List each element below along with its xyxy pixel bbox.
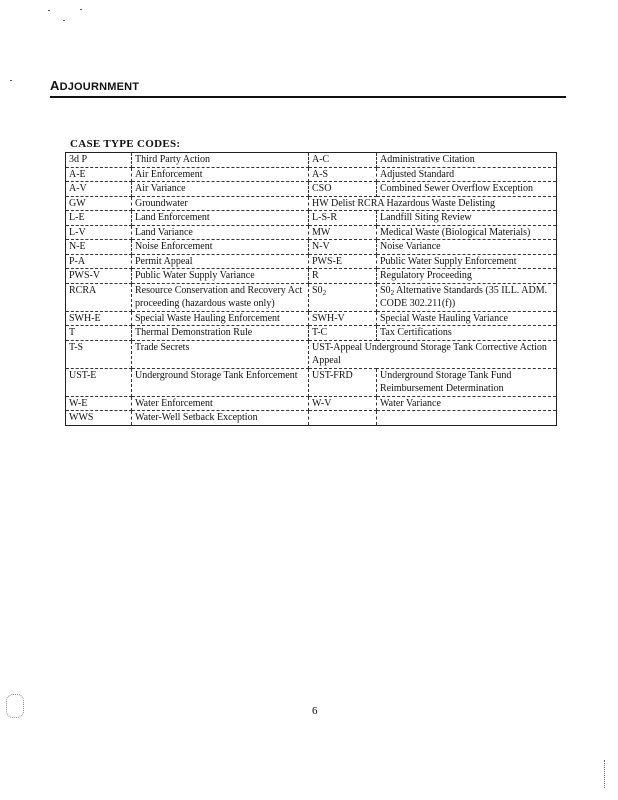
code-cell: W-V bbox=[309, 396, 377, 411]
table-row bbox=[66, 368, 557, 396]
table-row bbox=[66, 240, 557, 255]
page-number: 6 bbox=[312, 705, 318, 717]
description-cell: Trade Secrets bbox=[132, 340, 309, 368]
description-cell: Permit Appeal bbox=[132, 254, 309, 269]
table-row bbox=[66, 411, 557, 426]
table-row bbox=[66, 396, 557, 411]
description-cell: Land Variance bbox=[132, 225, 309, 240]
code-cell: SWH-V bbox=[309, 311, 377, 326]
code-cell: A-C bbox=[309, 153, 377, 168]
table-row bbox=[66, 182, 557, 197]
merged-code-description-cell: UST-Appeal Underground Storage Tank Corrective Action Appeal bbox=[309, 340, 557, 368]
description-cell: Administrative Citation bbox=[377, 153, 557, 168]
case-type-codes-table bbox=[65, 152, 557, 426]
code-cell: T-C bbox=[309, 326, 377, 341]
code-cell: W-E bbox=[66, 396, 132, 411]
description-cell: Thermal Demonstration Rule bbox=[132, 326, 309, 341]
code-cell: T-S bbox=[66, 340, 132, 368]
table-row bbox=[66, 167, 557, 182]
section-heading bbox=[50, 78, 139, 93]
desc-s02-prefix: S0 bbox=[380, 284, 391, 296]
code-cell: UST-E bbox=[66, 368, 132, 396]
code-cell: RCRA bbox=[66, 283, 132, 311]
description-cell: Underground Storage Tank Enforcement bbox=[132, 368, 309, 396]
code-cell: T bbox=[66, 326, 132, 341]
desc-s02-subscript: 2 bbox=[390, 288, 395, 297]
code-cell: PWS-V bbox=[66, 269, 132, 284]
description-cell: Air Variance bbox=[132, 182, 309, 197]
description-cell: Air Enforcement bbox=[132, 167, 309, 182]
scan-speck bbox=[80, 9, 82, 10]
code-cell bbox=[309, 411, 377, 426]
description-cell: Water Variance bbox=[377, 396, 557, 411]
scan-hole-mark bbox=[6, 694, 24, 718]
description-cell: Public Water Supply Variance bbox=[132, 269, 309, 284]
table-row bbox=[66, 153, 557, 168]
code-cell: SWH-E bbox=[66, 311, 132, 326]
table-row bbox=[66, 326, 557, 341]
description-cell: Groundwater bbox=[132, 196, 309, 211]
scan-edge-mark bbox=[604, 760, 606, 788]
code-cell: WWS bbox=[66, 411, 132, 426]
code-cell: MW bbox=[309, 225, 377, 240]
code-cell: L-E bbox=[66, 211, 132, 226]
description-cell: Regulatory Proceeding bbox=[377, 269, 557, 284]
description-cell: Water Enforcement bbox=[132, 396, 309, 411]
description-cell: Tax Certifications bbox=[377, 326, 557, 341]
code-cell: N-E bbox=[66, 240, 132, 255]
scan-speck bbox=[48, 10, 50, 11]
description-cell: Adjusted Standard bbox=[377, 167, 557, 182]
description-cell: Noise Variance bbox=[377, 240, 557, 255]
table-row bbox=[66, 196, 557, 211]
table-row bbox=[66, 269, 557, 284]
description-cell: Resource Conservation and Recovery Act proceeding (hazardous waste only) bbox=[132, 283, 309, 311]
description-cell bbox=[377, 283, 557, 311]
description-cell: Water-Well Setback Exception bbox=[132, 411, 309, 426]
description-cell bbox=[377, 411, 557, 426]
code-cell: R bbox=[309, 269, 377, 284]
scan-speck bbox=[10, 80, 12, 81]
code-cell: CSO bbox=[309, 182, 377, 197]
table-row bbox=[66, 283, 557, 311]
table-caption: CASE TYPE CODES: bbox=[70, 138, 181, 150]
code-cell: A-S bbox=[309, 167, 377, 182]
code-cell: A-E bbox=[66, 167, 132, 182]
code-cell: L-V bbox=[66, 225, 132, 240]
code-cell bbox=[309, 283, 377, 311]
section-heading-initial: A bbox=[50, 78, 60, 93]
table-row bbox=[66, 340, 557, 368]
description-cell: Landfill Siting Review bbox=[377, 211, 557, 226]
description-cell: Special Waste Hauling Variance bbox=[377, 311, 557, 326]
heading-rule bbox=[50, 96, 566, 98]
code-s02-subscript: 2 bbox=[322, 288, 327, 297]
description-cell: Combined Sewer Overflow Exception bbox=[377, 182, 557, 197]
description-cell: Medical Waste (Biological Materials) bbox=[377, 225, 557, 240]
code-cell: PWS-E bbox=[309, 254, 377, 269]
table-row bbox=[66, 254, 557, 269]
table-row bbox=[66, 225, 557, 240]
description-cell: Underground Storage Tank Fund Reimbursement Determination bbox=[377, 368, 557, 396]
description-cell: Public Water Supply Enforcement bbox=[377, 254, 557, 269]
table-row bbox=[66, 211, 557, 226]
table-row bbox=[66, 311, 557, 326]
description-cell: Third Party Action bbox=[132, 153, 309, 168]
description-cell: Land Enforcement bbox=[132, 211, 309, 226]
scan-speck bbox=[63, 20, 65, 21]
code-cell: GW bbox=[66, 196, 132, 211]
code-cell: 3d P bbox=[66, 153, 132, 168]
code-cell: P-A bbox=[66, 254, 132, 269]
description-cell: Special Waste Hauling Enforcement bbox=[132, 311, 309, 326]
description-cell: Noise Enforcement bbox=[132, 240, 309, 255]
code-cell: N-V bbox=[309, 240, 377, 255]
section-heading-rest: DJOURNMENT bbox=[59, 81, 140, 93]
code-cell: UST-FRD bbox=[309, 368, 377, 396]
merged-code-description-cell: HW Delist RCRA Hazardous Waste Delisting bbox=[309, 196, 557, 211]
code-s02-prefix: S0 bbox=[312, 284, 323, 296]
code-cell: L-S-R bbox=[309, 211, 377, 226]
desc-s02-rest: Alternative Standards (35 ILL. ADM. CODE 302.211(f)) bbox=[380, 284, 548, 309]
code-cell: A-V bbox=[66, 182, 132, 197]
